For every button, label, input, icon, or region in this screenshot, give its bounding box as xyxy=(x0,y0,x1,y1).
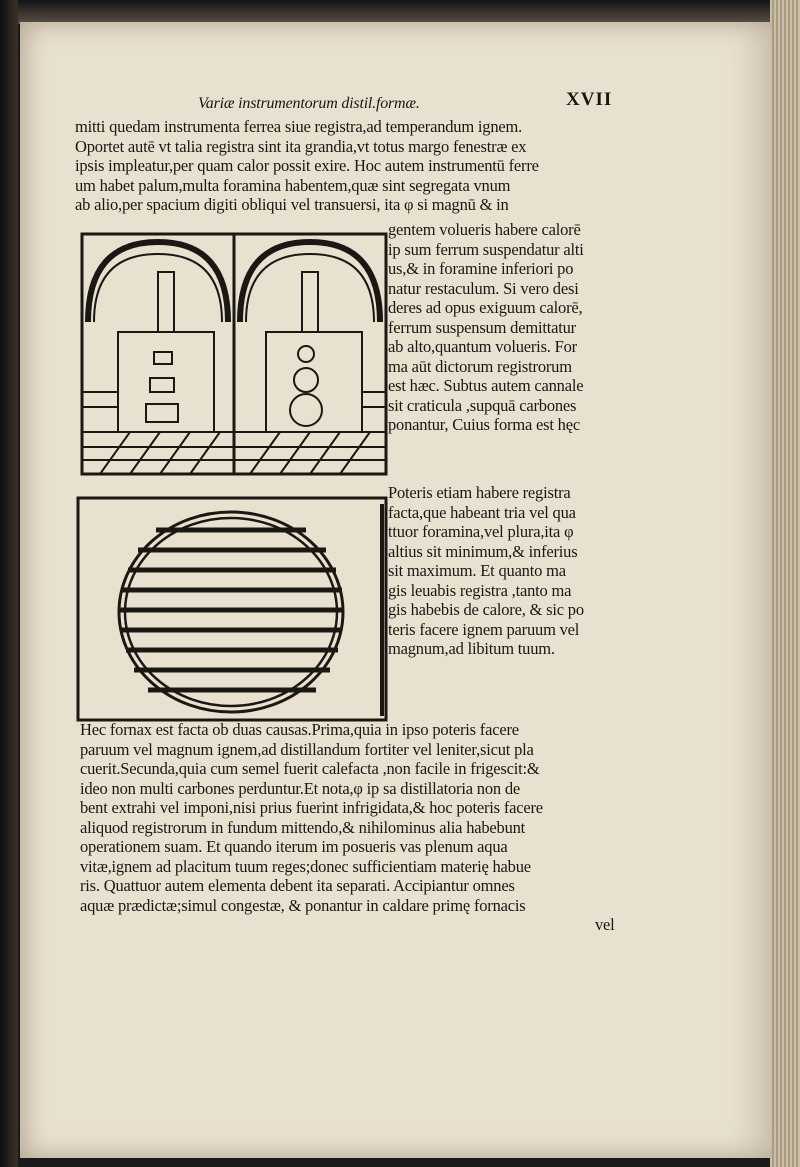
text-line: sit craticula ,supquā carbones xyxy=(388,395,577,415)
text-line: aliquod registrorum in fundum mittendo,& nihilominus alia habebunt xyxy=(80,817,526,837)
catchword: vel xyxy=(595,915,615,934)
text-line: ponantur, Cuius forma est hęc xyxy=(388,415,580,434)
running-title: Variæ instrumentorum distil.formæ. xyxy=(198,95,420,112)
text-line: ma aūt dictorum registrorum xyxy=(388,356,572,376)
text-line: gentem volueris habere calorē xyxy=(388,220,581,239)
text-line: magnum,ad libitum tuum. xyxy=(388,639,555,658)
text-line: ab alto,quantum volueris. For xyxy=(388,337,577,356)
text-line: ideo non multi carbones perduntur.Et nota,φ ip sa distillatoria non de xyxy=(80,778,521,798)
text-line: ferrum suspensum demittatur xyxy=(388,317,576,337)
text-line: natur restaculum. Si vero desi xyxy=(388,278,579,298)
text-line: Hec fornax est facta ob duas causas.Prima,quia in ipso poteris facere xyxy=(80,720,519,739)
text-line: us,& in foramine inferiori po xyxy=(388,259,574,278)
text-block-top xyxy=(75,117,539,215)
text-line: est hæc. Subtus autem cannale xyxy=(388,376,584,395)
text-line: sit maximum. Et quanto ma xyxy=(388,561,566,580)
text-line: um habet palum,multa foramina habentem,quæ sint segregata vnum xyxy=(75,175,511,195)
fore-edge-pages xyxy=(770,0,800,1167)
text-line: deres ad opus exiguum calorē, xyxy=(388,298,583,317)
text-line: ttuor foramina,vel plura,ita φ xyxy=(388,522,574,541)
text-line: gis leuabis registra ,tanto ma xyxy=(388,580,572,600)
text-line: vitæ,ignem ad placitum tuum reges;donec sufficientiam materię habue xyxy=(80,856,531,876)
text-line: ab alio,per spacium digiti obliqui vel transuersi, ita φ si magnū & in xyxy=(75,195,509,214)
text-line: operationem suam. Et quando iterum im posueris vas plenum aqua xyxy=(80,837,508,856)
text-line: facta,que habeant tria vel qua xyxy=(388,502,576,522)
text-line: cuerit.Secunda,quia cum semel fuerit calefacta ,non facile in frigescit:& xyxy=(80,759,540,778)
text-line: mitti quedam instrumenta ferrea siue registra,ad temperandum ignem. xyxy=(75,117,523,136)
text-line: gis habebis de calore, & sic po xyxy=(388,600,584,619)
text-line: ipsis impleatur,per quam calor possit exire. Hoc autem instrumentū ferre xyxy=(75,156,539,175)
text-line: teris facere ignem paruum vel xyxy=(388,619,580,639)
text-line: bent extrahi vel imponi,nisi prius fuerint infrigidata,& hoc poteris facere xyxy=(80,798,543,817)
text-line: Poteris etiam habere registra xyxy=(388,483,571,502)
grate-woodcut xyxy=(76,494,390,726)
text-line: ip sum ferrum suspendatur alti xyxy=(388,239,584,259)
text-block-bottom xyxy=(80,720,615,935)
book-spine-shadow xyxy=(0,0,18,1167)
text-line: Oportet autē vt talia registra sint ita grandia,vt totus margo fenestræ ex xyxy=(75,136,527,156)
text-line: ris. Quattuor autem elementa debent ita separati. Accipiantur omnes xyxy=(80,876,515,895)
text-block-right-2 xyxy=(388,483,584,659)
text-line: paruum vel magnum ignem,ad distillandum fortiter vel leniter,sicut pla xyxy=(80,739,534,759)
text-line: aquæ prædictæ;simul congestæ, & ponantur in caldare primę fornacis xyxy=(80,895,526,915)
page-top-shadow xyxy=(18,0,770,24)
text-block-right-1 xyxy=(388,220,584,435)
text-line: altius sit minimum,& inferius xyxy=(388,541,578,561)
furnace-registers-woodcut xyxy=(80,232,388,476)
folio-number: XVII xyxy=(566,89,613,110)
